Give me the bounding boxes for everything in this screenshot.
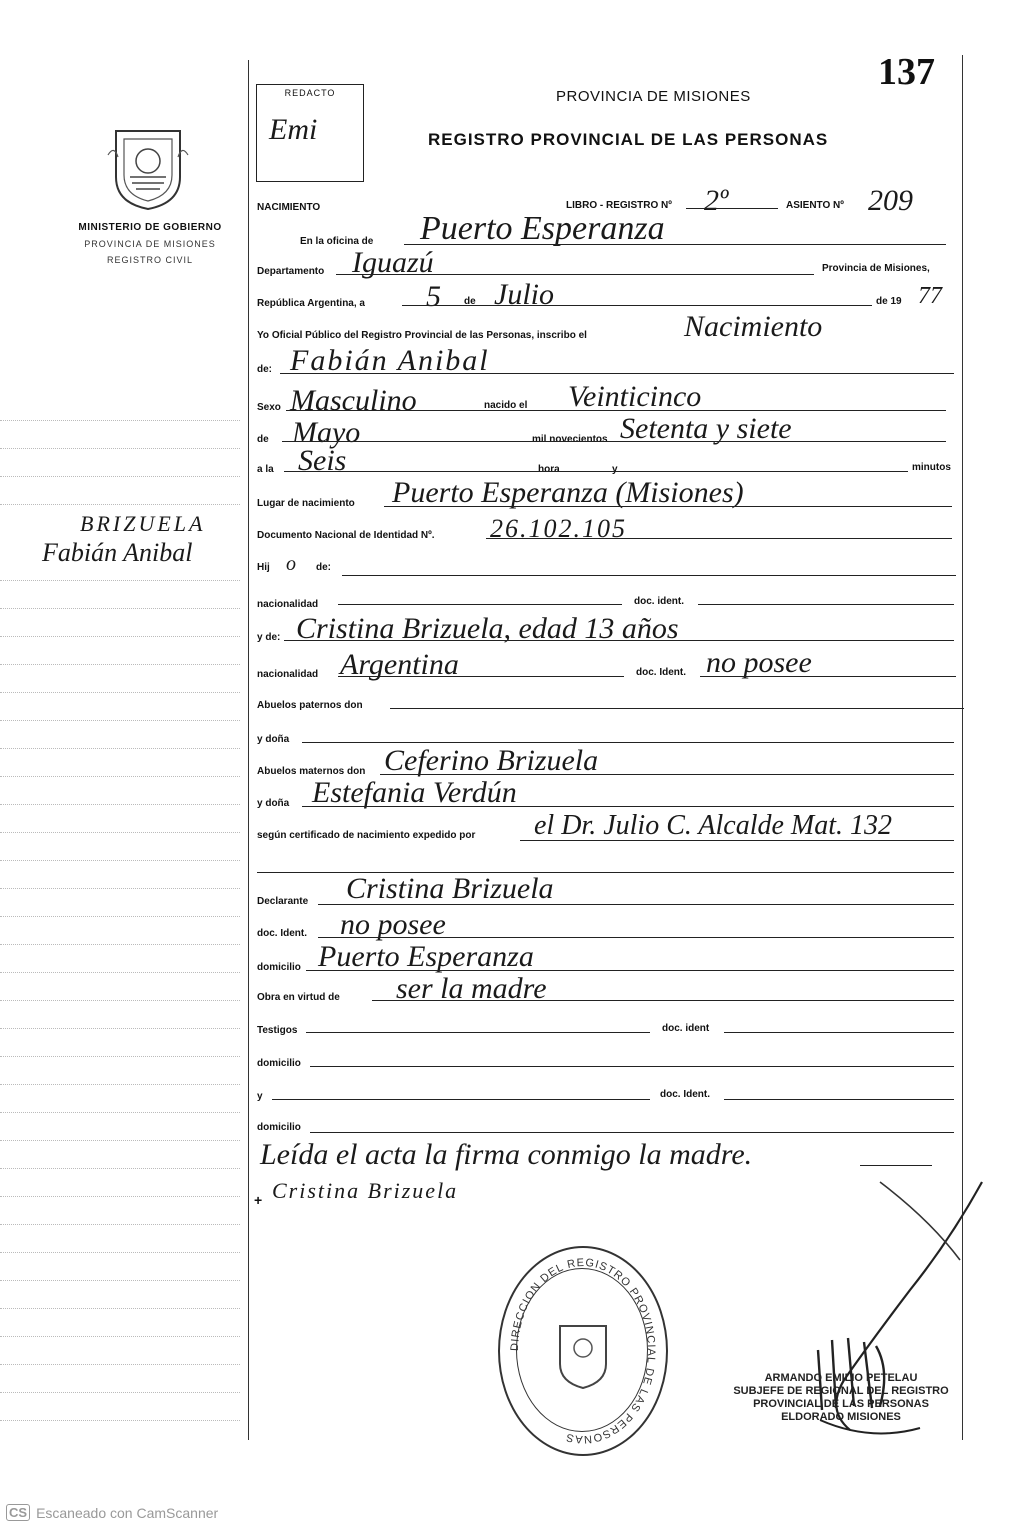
label-libro: LIBRO - REGISTRO Nº — [566, 200, 672, 211]
label-a-la: a la — [257, 464, 274, 475]
label-y-de-madre: y de: — [257, 632, 281, 643]
coat-of-arms-icon — [106, 125, 190, 211]
label-segun: según certificado de nacimiento expedido por — [257, 830, 476, 841]
value-hora: Seis — [298, 444, 347, 477]
label-hij: Hij — [257, 562, 270, 573]
label-mil: mil novecientos — [532, 434, 608, 445]
label-de-anio: de 19 — [876, 296, 902, 307]
value-closing: Leída el acta la firma conmigo la madre. — [260, 1138, 753, 1171]
official-stamp-line-3: PROVINCIAL DE LAS PERSONAS — [753, 1398, 929, 1410]
left-margin-rule — [248, 60, 249, 1440]
value-mes: Julio — [494, 278, 554, 311]
value-nacido-mes: Mayo — [292, 416, 361, 449]
redacto-label: REDACTO — [284, 88, 336, 98]
camscanner-logo-icon: CS — [6, 1504, 30, 1521]
value-madre: Cristina Brizuela, edad 13 años — [296, 612, 679, 645]
value-abuela-materna: Estefania Verdún — [312, 776, 517, 809]
page-number: 137 — [878, 51, 935, 93]
label-abuelos-maternos: Abuelos maternos don — [257, 766, 366, 777]
value-lugar: Puerto Esperanza (Misiones) — [392, 476, 744, 509]
header-registry: REGISTRO PROVINCIAL DE LAS PERSONAS — [428, 130, 829, 149]
camscanner-watermark — [6, 1504, 218, 1521]
value-declarante: Cristina Brizuela — [346, 872, 554, 905]
label-obra: Obra en virtud de — [257, 992, 340, 1003]
margin-names: Fabián Anibal — [42, 538, 193, 567]
margin-surname: BRIZUELA — [80, 511, 206, 536]
ministry-line-2: PROVINCIA DE MISIONES — [84, 239, 216, 249]
redacto-signature: Emi — [269, 113, 318, 146]
label-domicilio-testigo-1: domicilio — [257, 1058, 301, 1069]
label-y-dona-materna: y doña — [257, 798, 290, 809]
label-nacido: nacido el — [484, 400, 528, 411]
official-stamp-line-1: ARMANDO EMILIO PETELAU — [764, 1372, 918, 1384]
label-de-padre: de: — [316, 562, 331, 573]
value-nacido-dia: Veinticinco — [568, 380, 702, 413]
ministry-line-3: REGISTRO CIVIL — [106, 255, 193, 265]
label-y-dona-paterna: y doña — [257, 734, 290, 745]
ministry-line-1: MINISTERIO DE GOBIERNO — [78, 222, 222, 233]
value-doc-madre: no posee — [706, 646, 812, 679]
label-docident-testigo-1: doc. ident — [662, 1023, 710, 1034]
value-dni: 26.102.105 — [490, 514, 627, 543]
label-nacionalidad-padre: nacionalidad — [257, 599, 319, 610]
value-sexo: Masculino — [290, 384, 417, 417]
value-departamento: Iguazú — [352, 246, 434, 279]
official-block-stamp — [716, 1372, 966, 1424]
value-doc-declarante: no posee — [340, 908, 446, 941]
label-declarante: Declarante — [257, 896, 309, 907]
value-domicilio: Puerto Esperanza — [318, 940, 534, 973]
label-domicilio-testigo-2: domicilio — [257, 1122, 301, 1133]
label-departamento: Departamento — [257, 266, 325, 277]
label-docident-testigo-2: doc. Ident. — [660, 1089, 710, 1100]
value-inscribo: Nacimiento — [684, 310, 823, 343]
header-province: PROVINCIA DE MISIONES — [556, 88, 751, 105]
label-nacimiento: NACIMIENTO — [257, 202, 321, 213]
svg-text:DIRECCION DEL REGISTRO PROVINC — [509, 1257, 657, 1445]
label-yo-oficial: Yo Oficial Público del Registro Provincial de las Personas, inscribo el — [257, 330, 587, 341]
value-nombre: Fabián Anibal — [290, 344, 490, 377]
value-nacido-anio: Setenta y siete — [620, 412, 792, 445]
value-nacionalidad-madre: Argentina — [340, 648, 459, 681]
label-y-testigo-2: y — [257, 1091, 263, 1102]
label-testigos: Testigos — [257, 1025, 298, 1036]
label-domicilio-declarante: domicilio — [257, 962, 301, 973]
label-asiento: ASIENTO Nº — [786, 200, 844, 211]
redacto-box — [256, 84, 364, 182]
label-docident-madre: doc. Ident. — [636, 667, 686, 678]
value-libro: 2º — [704, 184, 729, 217]
official-stamp-line-2: SUBJEFE DE REGIONAL DEL REGISTRO — [733, 1385, 949, 1397]
label-republica: República Argentina, a — [257, 298, 365, 309]
value-hij: o — [286, 553, 296, 575]
label-abuelos-paternos: Abuelos paternos don — [257, 700, 363, 711]
label-sexo: Sexo — [257, 402, 281, 413]
label-lugar: Lugar de nacimiento — [257, 498, 355, 509]
cross-mark-icon: + — [254, 1192, 263, 1208]
value-oficina: Puerto Esperanza — [420, 210, 665, 247]
label-provincia: Provincia de Misiones, — [822, 263, 930, 274]
value-obra: ser la madre — [396, 972, 547, 1005]
value-dia: 5 — [426, 280, 441, 313]
official-stamp-line-4: ELDORADO MISIONES — [781, 1411, 901, 1423]
ministry-block — [60, 222, 240, 265]
label-minutos: minutos — [912, 462, 951, 473]
label-de-nacido-mes: de — [257, 434, 269, 445]
label-de-nombre: de: — [257, 364, 272, 375]
label-y-minutos: y — [612, 464, 618, 475]
camscanner-label: Escaneado con CamScanner — [36, 1504, 219, 1521]
value-certificado: el Dr. Julio C. Alcalde Mat. 132 — [534, 810, 892, 841]
label-oficina: En la oficina de — [300, 236, 374, 247]
label-nacionalidad-madre: nacionalidad — [257, 669, 319, 680]
label-dni: Documento Nacional de Identidad Nº. — [257, 530, 435, 541]
value-anio: 77 — [918, 283, 942, 309]
label-docident-padre: doc. ident. — [634, 596, 684, 607]
label-de-mes: de — [464, 296, 476, 307]
official-round-stamp — [498, 1246, 668, 1456]
label-hora: hora — [538, 464, 560, 475]
stamp-ring-text: DIRECCION DEL REGISTRO PROVINCIAL DE LAS PERSONAS — [508, 1256, 658, 1446]
value-asiento: 209 — [868, 184, 913, 217]
value-firma-madre: Cristina Brizuela — [272, 1178, 459, 1203]
label-docident-declarante: doc. Ident. — [257, 928, 307, 939]
value-abuelo-materno: Ceferino Brizuela — [384, 744, 599, 777]
